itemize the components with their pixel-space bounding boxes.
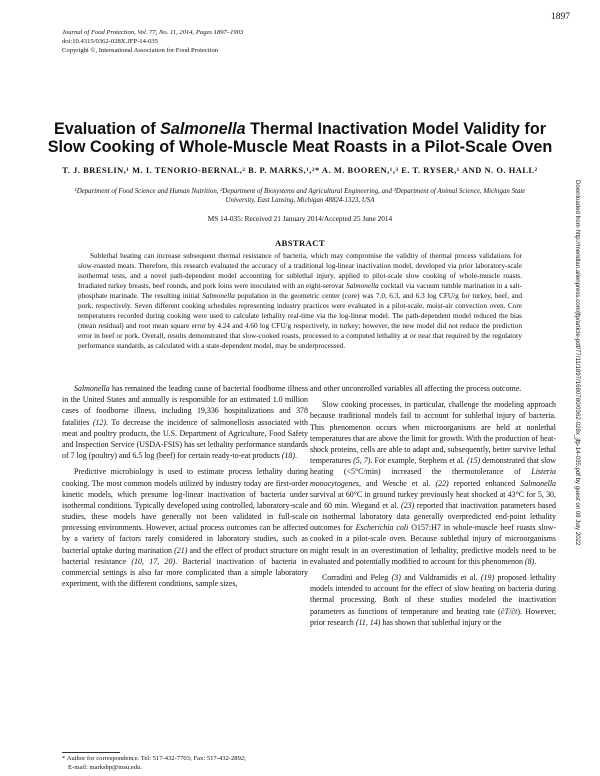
organism-name: Escherichia coli [355, 523, 409, 533]
body-text: . For example, Stephens et al. [370, 456, 467, 466]
body-text: and Valdramidis et al. [400, 573, 481, 582]
title-organism: Salmonella [160, 120, 246, 138]
title-part-2: Thermal Inactivation Model Validity for Slow Cooking of Whole-Muscle Meat Roasts in a Pilot-Scale Oven [47, 120, 553, 156]
citation-link[interactable]: (19) [480, 573, 495, 582]
body-text: reported enhanced [448, 478, 521, 488]
body-paragraph [310, 399, 556, 567]
abstract-text: population in the geometric center (core) was 7.0, 6.3, and 6.3 log CFU/g for turkey, beef, and pork, respectively. Seven different cooking schedules representing industry practices were evaluated in a pilot-scale, moist-air convection oven. Core temperatures recorded during cooking were used to calculate lethality real-time via the log-linear model. The path-dependent model reduced the bias (mean residual) and root mean square error by 4.24 and 4.60 log CFU/g respectively, in turkey; however, the new model did not reduce the prediction error in beef or pork. Overall, results demonstrated that slow-cooked roasts, processed to a computed lethality at or near that required by the regulatory performance standards, as calculated with a state-dependent model, may be underprocessed. [78, 291, 522, 350]
organism-name: Salmonella [74, 384, 110, 393]
body-text: . [534, 556, 537, 566]
abstract-text: cocktail via vacuum tumble marination in a salt-phosphate marinade. The resulting initial [78, 281, 522, 300]
intro-paragraph [62, 466, 308, 589]
abstract-body [78, 252, 522, 352]
body-text: has shown that sublethal injury or the [380, 617, 502, 627]
body-text: Predictive microbiology is used to estimate process lethality during cooking. The most common models utilized by industry today are first-order kinetic models, which presume log-linear inactivation of bacteria under isothermal conditions. Typically developed using controlled, laboratory-scale studies, these models have generally not been validated in full-scale processing environments. However, actual process outcomes can be affected by a variety of factors rarely considered in laboratory studies, such as bacterial uptake during marination [62, 467, 308, 555]
body-text: survival at 60°C in ground turkey previously heat shocked at 43°C for 5, 30, and 60 min. Wiegand et al. [310, 489, 556, 510]
affiliations: ¹Department of Food Science and Human Nutrition, ²Department of Biosystems and Agricultural Engineering, and ³Department of Animal Science, Michigan State University, East Lansing, Michigan 48824-1323, USA [74, 188, 526, 205]
body-text: proposed lethality models intended to account for the effect of slow heating on bacteria during thermal processing. Both of these studies modeled the inactivation parameters as functions of temperature and heating rate ( [310, 573, 556, 616]
organism-name: Listeria monocytogenes [310, 467, 556, 488]
body-text: demonstrated that slow heating (<5°C/min) increased the thermotolerance of [310, 456, 556, 477]
abstract-organism: Salmonella [202, 291, 235, 300]
correspondence-footnote [62, 755, 308, 772]
body-text: reported that inactivation parameters based on isothermal laboratory data generally overpredicted end-point lethality outcomes for [310, 500, 556, 533]
organism-name: Salmonella [520, 478, 556, 488]
body-text: Slow cooking processes, in particular, challenge the modeling approach because traditional models fail to account for sublethal injury of bacteria. This phenomenon occurs when microorganisms are held at nonlethal temperatures that are above the limit for growth. With the production of heat-shock proteins, cells are able to adapt and, subsequently, better survive lethal temperatures [310, 400, 556, 466]
body-column-left [62, 383, 308, 589]
journal-citation: Journal of Food Protection, Vol. 77, No. 11, 2014, Pages 1897–1903 [62, 29, 244, 36]
citation-link[interactable]: (10, 17, 20) [131, 556, 176, 566]
citation-link[interactable]: (3) [391, 573, 401, 582]
citation-link[interactable]: (5, 7) [353, 456, 371, 466]
footnote-divider [62, 752, 120, 753]
citation-link[interactable]: (22) [435, 478, 449, 488]
abstract-organism: Salmonella [346, 281, 379, 290]
citation-link[interactable]: (18) [281, 451, 295, 461]
citation-link[interactable]: (23) [401, 500, 415, 510]
continued-paragraph [310, 383, 556, 394]
body-text: . Bacterial inactivation of bacteria in commercial settings is also far more complicated than a simple laboratory experiment, with the different conditions, sample sizes, [62, 556, 308, 589]
journal-header [62, 29, 243, 55]
body-text: . [294, 451, 297, 461]
copyright: Copyright ©, International Association for Food Protection [62, 46, 219, 54]
citation-link[interactable]: (8) [524, 556, 535, 566]
abstract-text: Sublethal heating can increase subsequent thermal resistance of bacteria, which may compromise the validity of thermal process validations for slow-roasted meats. Therefore, this research evaluated the accuracy of a traditional log-linear inactivation model, developed via prior laboratory-scale isothermal tests, and a novel path-dependent model accounting for sublethal injury, applied to pilot-scale slow cooking of whole-muscle roasts. Irradiated turkey breasts, beef rounds, and pork loins were inoculated with an eight-serovar [78, 252, 522, 290]
citation-link[interactable]: (21) [174, 545, 188, 555]
body-column-right [310, 383, 556, 628]
body-text: O157:H7 in whole-muscle beef roasts slow-cooked in a pilot-scale oven. Because sublethal injury of microorganisms might result in an overestimation of lethality, predictive models need to be evaluated and potentially modified to account for this phenomenon [310, 523, 557, 566]
footnote-email[interactable]: E-mail: marksbp@msu.edu. [68, 763, 143, 771]
intro-paragraph [62, 383, 308, 461]
citation-link[interactable]: (11, 14) [355, 617, 381, 627]
article-title [40, 121, 560, 156]
footnote-contact: * Author for correspondence. Tel: 517-432-7703; Fax: 517-432-2892; [62, 755, 247, 762]
download-note: Downloaded from http://meridian.allenpress.com/jfp/article-pdf/77/11/1897/1680780/0362-028x_jfp-14-035.pdf by guest on 08 July 2022 [574, 180, 581, 546]
formula: ∂T/∂t [500, 606, 518, 616]
body-text: and the effect of product structure on bacterial resistance [62, 545, 309, 566]
body-text: and other uncontrolled variables all affecting the process outcome. [310, 384, 522, 393]
citation-link[interactable]: (15) [466, 456, 481, 466]
body-text: ). However, prior research [310, 606, 557, 627]
download-sidebar [572, 180, 584, 560]
body-text: Corradini and Peleg [322, 573, 392, 582]
body-paragraph [310, 572, 556, 628]
title-part-1: Evaluation of [53, 120, 161, 138]
body-text: . To decrease the incidence of salmonellosis associated with meat and poultry products, the U.S. Department of Agriculture, Food Safety and Inspection Service (USDA-FSIS) has set lethality performance standards of 7 log (poultry) and 6.5 log (beef) for certain ready-to-eat products [62, 417, 308, 461]
body-text: , and Wesche et al. [358, 478, 436, 488]
author-list: T. J. BRESLIN,¹ M. I. TENORIO-BERNAL,² B. P. MARKS,¹,²* A. M. BOOREN,¹,³ E. T. RYSER,¹ AND N. O. HALL² [62, 166, 538, 175]
doi[interactable]: doi:10.4315/0362-028X.JFP-14-035 [62, 37, 158, 45]
body-text: has remained the leading cause of bacterial foodborne illness in the United States and annually is responsible for an estimated 1.0 million cases of foodborne illness, including 19,336 hospitalizations and 378 fatalities [62, 384, 308, 427]
citation-link[interactable]: (12) [92, 417, 107, 427]
received-date: MS 14-035: Received 21 January 2014/Accepted 25 June 2014 [207, 214, 393, 223]
page-number: 1897 [551, 12, 570, 22]
abstract-heading: ABSTRACT [275, 238, 325, 248]
